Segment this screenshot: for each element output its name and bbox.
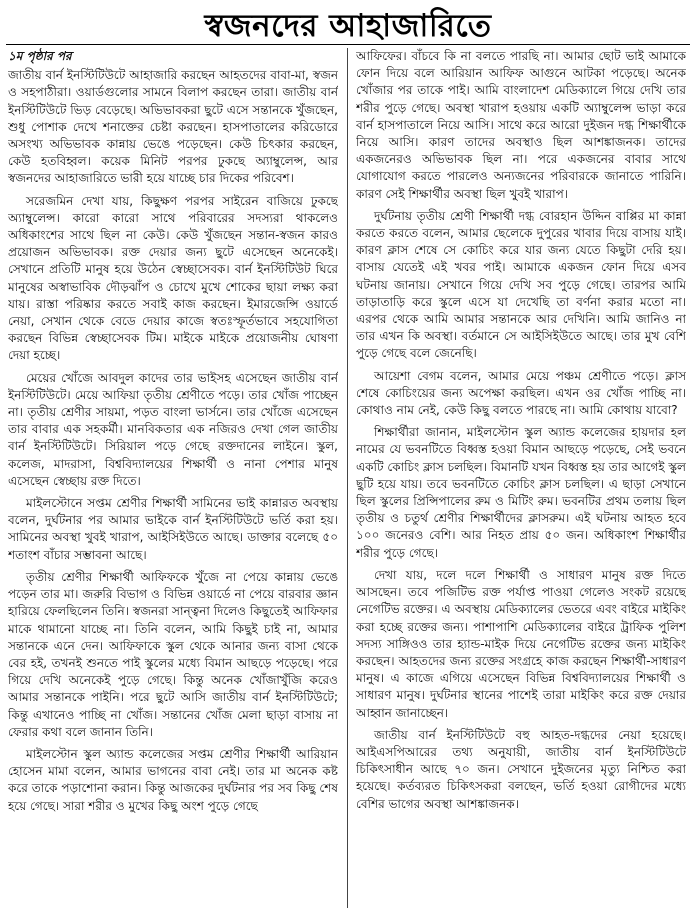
column-divider [347, 48, 348, 908]
paragraph: দেখা যায়, দলে দলে শিক্ষার্থী ও সাধারণ মানুষ রক্ত দিতে আসছেন। তবে পজিটিভ রক্ত পর্যাপ্ত পাওয়া গেলেও সংকট রয়েছে নেগেটিভ রক্তের। এ অবস্থায় মেডিক্যালের ভেতরে এবং বাইরে মাইকিং করা হচ্ছে রক্তের জন্য। পাশাপাশি মেডিক্যালের বাইরে ট্রাফিক পুলিশ সদস্য সাঙ্গিওও তার হ্যান্ড-মাইক দিয়ে নেগেটিভ রক্তের জন্য মাইকিং করছেন। আহতদের জন্য রক্তের সংগ্রহে কাজ করছেন শিক্ষার্থী-সাধারণ মানুষ। এ কাজে এগিয়ে এসেছেন বিভিন্ন বিশ্ববিদ্যালয়ের শিক্ষার্থী ও সাধারণ মানুষ। দুর্ঘটনার স্থানের পাশেই তারা মাইকিং করে রক্ত দেয়ার আহ্বান জানাচ্ছেন। [356, 567, 686, 720]
headline-rule [6, 44, 690, 45]
headline: স্বজনদের আহাজারিতে [204, 8, 492, 44]
paragraph: জাতীয় বার্ন ইনস্টিটিউটে বহু আহত-দগ্ধদের নেয়া হয়েছে। আইএসপিআরের তথ্য অনুযায়ী, জাতীয় বার্ন ইনস্টিটিউটে চিকিৎসাধীন আছে ৭০ জন। সেখানে দুইজনের মৃত্যু নিশ্চিত করা হয়েছে। কর্তব্যরত চিকিৎসকরা বলছেন, ভর্তি হওয়া রোগীদের মধ্যে বেশির ভাগের অবস্থা আশঙ্কাজনক। [356, 727, 686, 811]
paragraph: মাইলস্টোনে সপ্তম শ্রেণীর শিক্ষার্থী সামিনের ভাই কান্নারত অবস্থায় বলেন, দুর্ঘটনার পর আমার ভাইকে বার্ন ইনস্টিটিউটে ভর্তি করা হয়। সামিনের অবস্থা খুবই খারাপ, আইসিইউতে আছে। ডাক্তার বলেছে ৫০ শতাংশ বাঁচার সম্ভাবনা আছে। [8, 496, 338, 562]
paragraph: মাইলস্টোন স্কুল অ্যান্ড কলেজের সপ্তম শ্রেণীর শিক্ষার্থী আরিয়ান হোসেন মামা বলেন, আমার ভাগনের বাবা নেই। তার মা অনেক কষ্ট করে তাকে পড়াশোনা করান। কিন্তু আজকের দুর্ঘটনার পর সব কিছু শেষ হয়ে গেছে। সারা শরীর ও মুখের কিছু অংশ পুড়ে গেছে [8, 746, 338, 813]
paragraph: সরেজমিন দেখা যায়, কিছুক্ষণ পরপর সাইরেন বাজিয়ে ঢুকছে অ্যাম্বুলেন্স। কারো কারো সাথে পরিবারের সদস্যরা থাকলেও অধিকাংশের সাথে ছিল না কেউ। কেউ খুঁজছেন সন্তান-স্বজন কারও প্রয়োজন অভিভাবক। রক্ত দেয়ার জন্য ছুটে এসেছেন অনেকেই। সেখানে প্রতিটি মানুষ হয়ে উঠেন স্বেচ্ছাসেবক। বার্ন ইনস্টিটিউট ঘিরে মানুষের অস্বাভাবিক দৌড়ঝাঁপ ও চোখে মুখে শোকের ছায়া লক্ষ্য করা যায়। রাস্তা পরিষ্কার করতে সবাই কাজ করছেন। ইমারজেন্সি ওয়ার্ডে নেয়া, সেখান থেকে বেডে দেয়ার কাজে স্বতঃস্ফূর্তভাবে সহযোগিতা করছেন বিভিন্ন স্বেচ্ছাসেবক টিম। মাইকে মাইকে প্রয়োজনীয় ঘোষণা দেয়া হচ্ছে। [8, 193, 338, 363]
continuation-label: ১ম পৃষ্ঠার পর [8, 49, 72, 63]
paragraph: তৃতীয় শ্রেণীর শিক্ষার্থী আফিফকে খুঁজে না পেয়ে কান্নায় ভেঙে পড়েন তার মা। জরুরি বিভাগ ও বিভিন্ন ওয়ার্ডে না পেয়ে বারবার জ্ঞান হারিয়ে ফেলছিলেন তিনি। স্বজনরা সান্ত্বনা দিলেও কিছুতেই আফিফার মাকে থামানো যাচ্ছে না। তিনি বলেন, আমি কিছুই চাই না, আমার সন্তানকে এনে দেন। আফিফাকে স্কুল থেকে আনার জন্য বাসা থেকে বের হই, তখনই শুনতে পাই স্কুলের মধ্যে বিমান আছড়ে পড়েছে। পরে গিয়ে দেখি অনেকেই পুড়ে গেছে। কিন্তু অনেক খোঁজাখুঁজি করেও আমার সন্তানকে পাইনি। পরে ছুটে আসি জাতীয় বার্ন ইনস্টিটিউটে; কিন্তু এখানেও পাচ্ছি না খোঁজ। সন্তানের খোঁজ মেলা ছাড়া বাসায় না ফেরার কথা বলে জানান তিনি। [8, 569, 338, 739]
paragraph: আফিফের। বাঁচবে কি না বলতে পারছি না। আমার ছোট ভাই আমাকে ফোন দিয়ে বলে আরিয়ান আফিফ আগুনে আটকা পড়েছে। অনেক খোঁজার পর তাকে পাই। আমি বাংলাদেশ মেডিক্যালে গিয়ে দেখি তার শরীর পুড়ে গেছে। অবস্থা খারাপ হওয়ায় একটি অ্যাম্বুলেন্স ভাড়া করে বার্ন হাসপাতালে নিয়ে আসি। সাথে করে আরো দুইজন দগ্ধ শিক্ষার্থীকে নিয়ে আসি। কারণ তাদের অবস্থাও ছিল আশঙ্কাজনক। তাদের একজনেরও অভিভাবক ছিল না। পরে একজনের বাবার সাথে যোগাযোগ করতে পারলেও অন্যজনের পরিবারকে জানাতে পারিনি। কারণ সেই শিক্ষার্থীর অবস্থা ছিল খুবই খারাপ। [356, 49, 686, 201]
right-column [356, 48, 686, 910]
paragraph: জাতীয় বার্ন ইনস্টিটিউটে আহাজারি করছেন আহতদের বাবা-মা, স্বজন ও সহপাঠীরা। ওয়ার্ডগুলোর সামনে বিলাপ করছেন তারা। জাতীয় বার্ন ইনস্টিটিউটে ভিড় বেড়েছে। অভিভাবকরা ছুটে এসে সন্তানকে খুঁজছেন, শুধু পোশাক দেখে শনাক্তের চেষ্টা করছেন। হাসপাতালের করিডোরে অসংখ্য অভিভাবক কান্নায় ভেঙে পড়েছেন। কেউ চিৎকার করছেন, কেউ হতবিহ্বল। কয়েক মিনিট পরপর ঢুকছে অ্যাম্বুলেন্স, আর স্বজনদের আহাজারিতে ভারী হয়ে যাচ্ছে চার দিকের পরিবেশ। [8, 68, 338, 186]
paragraph: দুর্ঘটনায় তৃতীয় শ্রেণী শিক্ষার্থী দগ্ধ বোরহান উদ্দিন বাপ্পির মা কান্না করতে করতে বলেন, আমার ছেলেকে দুপুরের খাবার দিয়ে বাসায় যাই। কারণ ক্লাস শেষে সে কোচিং করে যার জন্য যেতে কিছুটা দেরি হয়। বাসায় যেতেই এই খবর পাই। আমাকে একজন ফোন দিয়ে এসব ঘটনায় জানায়। সেখানে গিয়ে দেখি সব পুড়ে গেছে। তারপর আমি তাড়াতাড়ি করে স্কুলে এসে যা দেখেছি তা বর্ণনা করার মতো না। এরপর থেকে আমি আমার সন্তানকে আর দেখিনি। আমি জানিও না তার এখন কি অবস্থা। বর্তমানে সে আইসিইউতে আছে। তার মুখ বেশি পুড়ে গেছে বলে জেনেছি। [356, 208, 686, 361]
left-column [8, 48, 338, 910]
paragraph: শিক্ষার্থীরা জানান, মাইলস্টোন স্কুল অ্যান্ড কলেজের হায়দার হল নামের যে ভবনটিতে বিধ্বস্ত হওয়া বিমান আছড়ে পড়েছে, সেই ভবনে একটি কোচিং ক্লাস চলছিল। বিমানটি যখন বিধ্বস্ত হয় তার আগেই স্কুল ছুটি হয়ে যায়। তবে ভবনটিতে কোচিং ক্লাস চলছিল। এ ছাড়া সেখানে ছিল স্কুলের প্রিন্সিপালের রুম ও মিটিং রুম। ভবনটির প্রথম তলায় ছিল তৃতীয় ও চতুর্থ শ্রেণীর শিক্ষার্থীদের ক্লাসরুম। এই ঘটনায় আহত হবে ১০০ জনেরও বেশি। আর নিহত প্রায় ৫০ জন। অধিকাংশ শিক্ষার্থীর শরীর পুড়ে গেছে। [356, 425, 686, 560]
paragraph: আয়েশা বেগম বলেন, আমার মেয়ে পঞ্চম শ্রেণীতে পড়ে। ক্লাস শেষে কোচিংয়ের জন্য অপেক্ষা করছিল। এখন ওর খোঁজ পাচ্ছি না। কোথাও নাম নেই, কেউ কিছু বলতে পারছে না। আমি কোথায় যাবো? [356, 368, 686, 418]
paragraph: মেয়ের খোঁজে আবদুল কাদের তার ভাইসহ এসেছেন জাতীয় বার্ন ইনস্টিটিউটে। মেয়ে আফিয়া তৃতীয় শ্রেণীতে পড়ে। তার খোঁজ পাচ্ছেন না। তৃতীয় শ্রেণীর সায়মা, পড়ত বাংলা ভার্সনে। তার খোঁজে এসেছেন তার বাবার এক সহকর্মী। মানবিকতার এক নজিরও দেখা গেল জাতীয় বার্ন ইনস্টিটিউটে। সিরিয়াল পড়ে গেছে রক্তদানের লাইনে। স্কুল, কলেজ, মাদরাসা, বিশ্ববিদ্যালয়ের শিক্ষার্থী ও নানা পেশার মানুষ এসেছেন স্বেচ্ছায় রক্ত দিতে। [8, 370, 338, 488]
